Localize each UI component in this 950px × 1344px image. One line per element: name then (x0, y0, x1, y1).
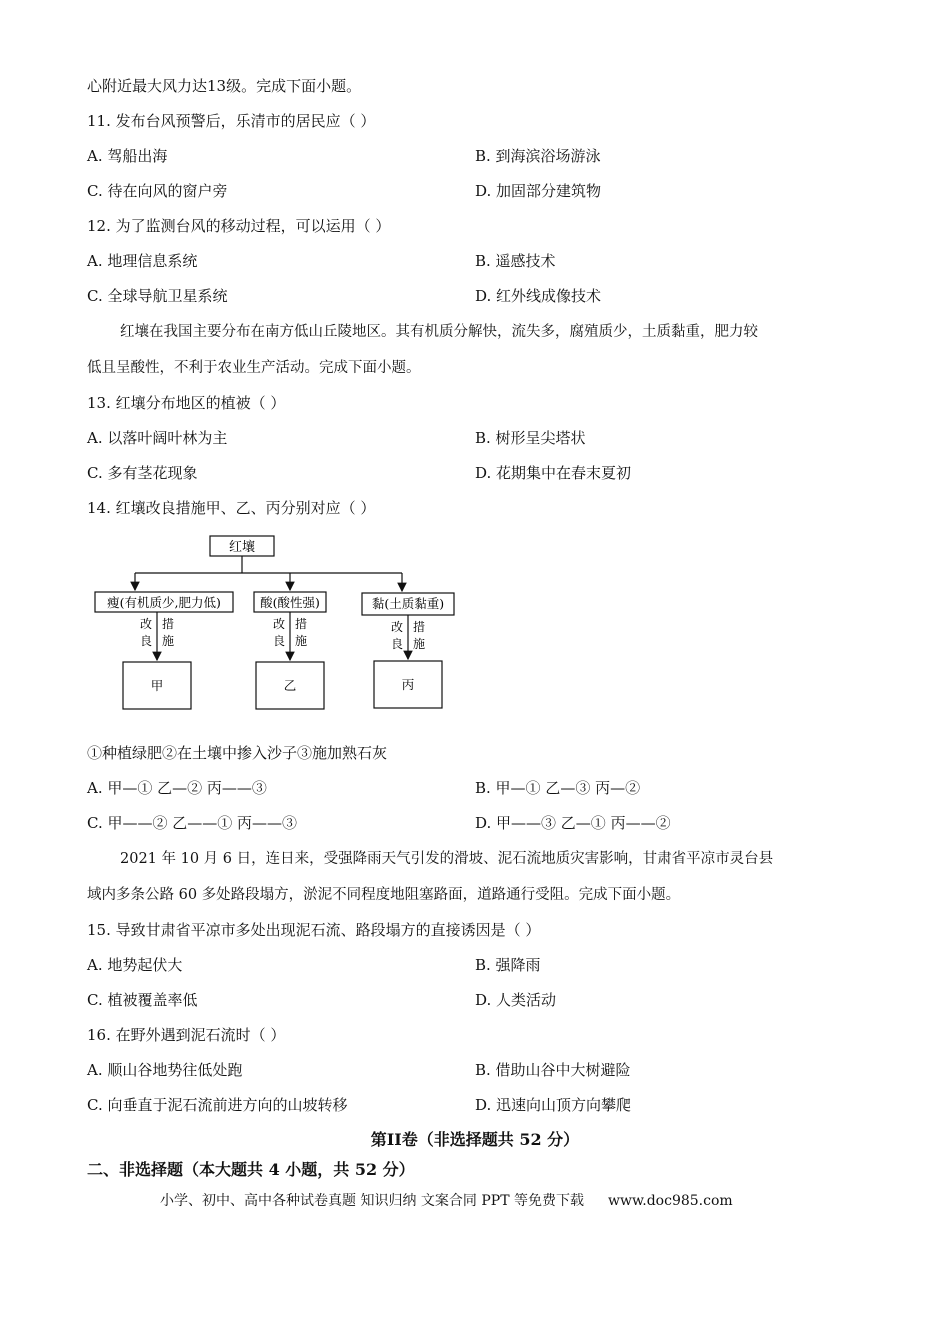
question-14-option-a: A. 甲—① 乙—② 丙——③ (87, 779, 267, 797)
question-13-option-b: B. 树形呈尖塔状 (475, 429, 586, 447)
question-14-option-c: C. 甲——② 乙——① 丙——③ (87, 814, 298, 832)
footer-url[interactable]: www.doc985.com (607, 1193, 733, 1209)
question-13-option-c: C. 多有茎花现象 (87, 464, 198, 482)
question-14-option-b: B. 甲—① 乙—③ 丙—② (475, 779, 641, 797)
question-11-stem: 11. 发布台风预警后，乐清市的居民应（ ） (87, 112, 376, 130)
diagram-note-left-3b: 良 (390, 637, 404, 651)
question-12-option-d: D. 红外线成像技术 (475, 287, 602, 305)
question-14-option-d: D. 甲——③ 乙—① 丙——② (475, 814, 671, 832)
diagram-note-left-1a: 改 (139, 617, 153, 631)
question-13-option-d: D. 花期集中在春末夏初 (475, 464, 632, 482)
passage-landslide-line1: 2021 年 10 月 6 日，连日来，受强降雨天气引发的滑坡、泥石流地质灾害影响，甘肃省平凉市灵台县 (120, 851, 774, 867)
question-14-measures: ①种植绿肥②在土壤中掺入沙子③施加熟石灰 (87, 744, 388, 762)
diagram-note-right-3a: 措 (412, 620, 426, 634)
passage-landslide-line2: 域内多条公路 60 多处路段塌方，淤泥不同程度地阻塞路面，道路通行受阻。完成下面小题。 (87, 887, 681, 903)
section-2-title: 二、非选择题（本大题共 4 小题，共 52 分） (87, 1160, 415, 1179)
diagram-note-left-2a: 改 (272, 617, 286, 631)
question-13-option-a: A. 以落叶阔叶林为主 (87, 429, 228, 447)
diagram-result-label-bing: 丙 (401, 677, 415, 692)
diagram-branch-label-clay: 黏(土质黏重) (371, 596, 445, 611)
part-2-title: 第II卷（非选择题共 52 分） (370, 1130, 580, 1149)
question-16-option-b: B. 借助山谷中大树避险 (475, 1061, 631, 1079)
footer (160, 1191, 733, 1211)
diagram-note-right-3b: 施 (412, 637, 426, 651)
question-11-option-d: D. 加固部分建筑物 (475, 182, 602, 200)
passage-red-soil-line2: 低且呈酸性，不利于农业生产活动。完成下面小题。 (87, 360, 421, 376)
question-15-option-a: A. 地势起伏大 (87, 956, 183, 974)
question-12-option-b: B. 遥感技术 (475, 252, 556, 270)
question-13-stem: 13. 红壤分布地区的植被（ ） (87, 394, 286, 412)
question-14-stem: 14. 红壤改良措施甲、乙、丙分别对应（ ） (87, 499, 376, 517)
question-12-option-a: A. 地理信息系统 (87, 252, 198, 270)
diagram-note-right-1a: 措 (161, 617, 175, 631)
diagram-note-right-2b: 施 (294, 634, 308, 648)
question-12-stem: 12. 为了监测台风的移动过程，可以运用（ ） (87, 217, 391, 235)
footer-text: 小学、初中、高中各种试卷真题 知识归纳 文案合同 PPT 等免费下载 (160, 1193, 584, 1209)
question-11-option-c: C. 待在向风的窗户旁 (87, 182, 228, 200)
question-11-option-b: B. 到海滨浴场游泳 (475, 147, 601, 165)
diagram-note-left-1b: 良 (139, 634, 153, 648)
question-15-option-c: C. 植被覆盖率低 (87, 991, 198, 1009)
red-soil-improvement-diagram (90, 530, 470, 715)
diagram-result-label-jia: 甲 (150, 678, 164, 693)
diagram-note-left-3a: 改 (390, 620, 404, 634)
diagram-branch-label-thin: 瘦(有机质少,肥力低) (107, 595, 221, 610)
question-16-option-d: D. 迅速向山顶方向攀爬 (475, 1096, 632, 1114)
question-16-stem: 16. 在野外遇到泥石流时（ ） (87, 1026, 286, 1044)
question-16-option-a: A. 顺山谷地势往低处跑 (87, 1061, 243, 1079)
diagram-branch-label-acid: 酸(酸性强) (260, 595, 320, 610)
question-15-option-d: D. 人类活动 (475, 991, 557, 1009)
question-11-option-a: A. 驾船出海 (87, 147, 168, 165)
question-15-option-b: B. 强降雨 (475, 956, 541, 974)
diagram-root-label: 红壤 (228, 540, 256, 555)
diagram-result-label-yi: 乙 (283, 678, 297, 693)
question-16-option-c: C. 向垂直于泥石流前进方向的山坡转移 (87, 1096, 348, 1114)
diagram-note-right-1b: 施 (161, 634, 175, 648)
diagram-note-left-2b: 良 (272, 634, 286, 648)
passage-tail: 心附近最大风力达13级。完成下面小题。 (87, 77, 362, 95)
question-12-option-c: C. 全球导航卫星系统 (87, 287, 228, 305)
diagram-note-right-2a: 措 (294, 617, 308, 631)
question-15-stem: 15. 导致甘肃省平凉市多处出现泥石流、路段塌方的直接诱因是（ ） (87, 921, 541, 939)
passage-red-soil-line1: 红壤在我国主要分布在南方低山丘陵地区。其有机质分解快，流失多，腐殖质少，土质黏重，肥力较 (120, 324, 758, 340)
